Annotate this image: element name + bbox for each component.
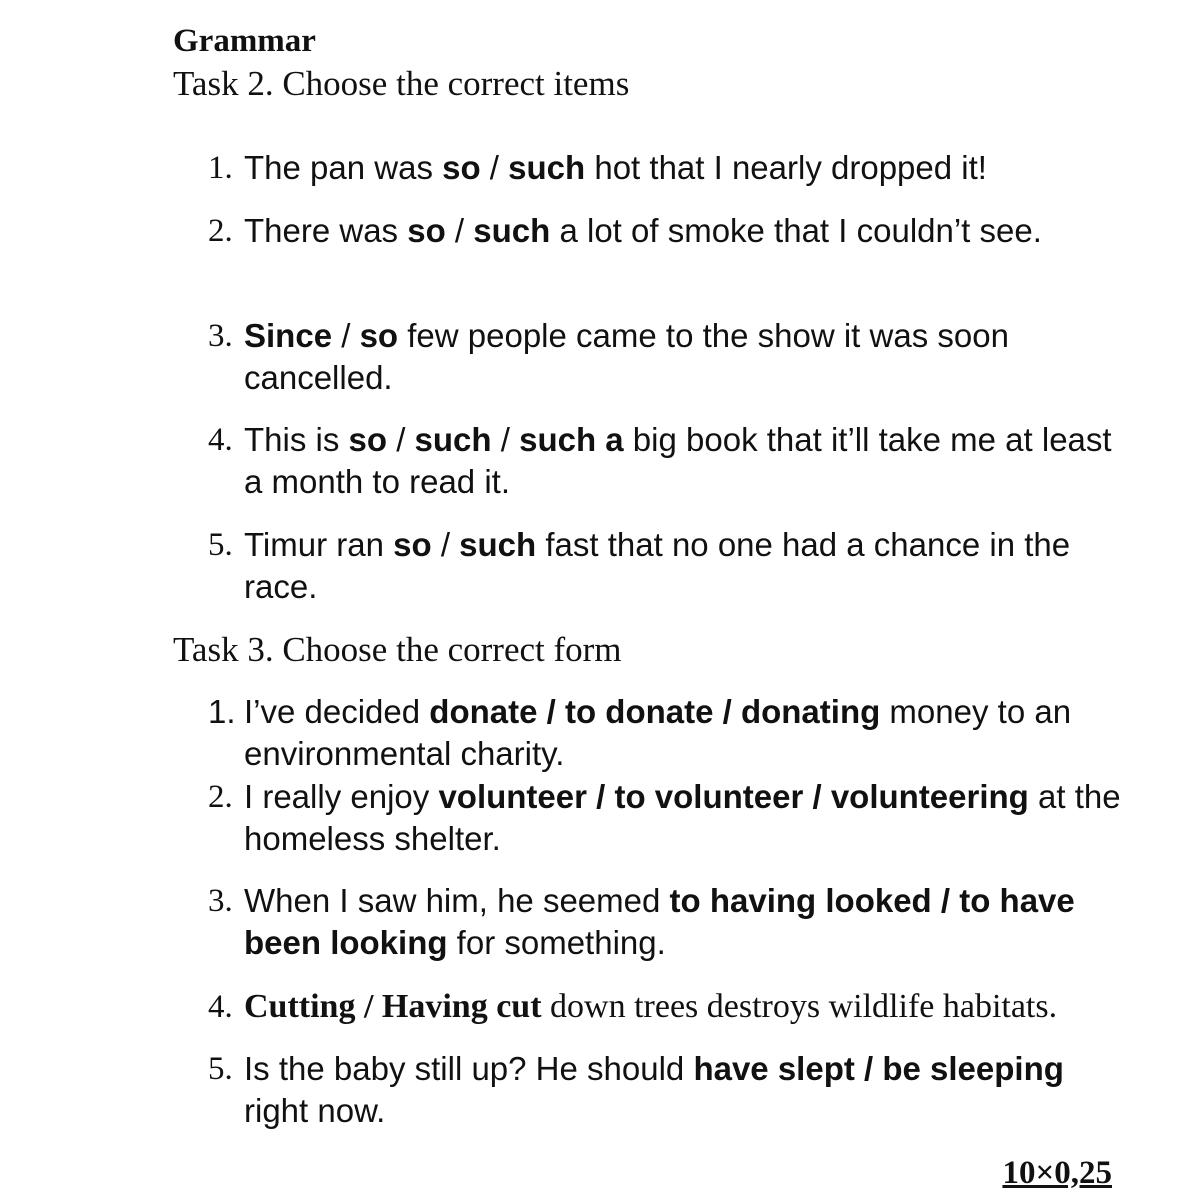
task3-item-4-text [244,986,1128,1028]
task2-item-4 [208,419,1128,503]
option-word: so [348,421,388,458]
task2-item-5 [208,524,1128,608]
task3-item-5-text [244,1048,1128,1132]
option-word: such [459,526,537,563]
task3-item-2-number: 2. [208,779,233,815]
option-word: to having looked / to have been looking [244,882,1075,961]
task3-item-1-number: 1. [208,693,236,730]
task2-title: Task 2. Choose the correct items [173,64,630,103]
sentence-text: / [445,212,474,249]
task3-item-5-number: 5. [208,1051,233,1087]
sentence-text: fast that no one had a chance in the race. [244,526,1071,605]
sentence-text: I’ve decided [244,693,430,730]
task2-item-1-text [244,147,1128,189]
task2-item-5-number: 5. [208,527,233,563]
task2-item-3-number: 3. [208,318,233,354]
sentence-text: few people came to the show it was soon cancelled. [244,317,1009,396]
task3-item-3 [208,880,1128,964]
task3-item-2-text [244,776,1128,860]
option-word: volunteer / to volunteer / volunteering [438,778,1029,815]
sentence-text: / [387,421,415,458]
option-word: so [407,212,446,249]
option-word: such [508,149,586,186]
option-word: Since [244,317,333,354]
sentence-text: money to an environmental charity. [244,693,1072,772]
sentence-text: right now. [244,1092,386,1129]
sentence-text: for something. [447,924,666,961]
sentence-text: / [480,149,509,186]
task2-item-2 [208,210,1128,252]
option-word: donate / to donate / donating [429,693,881,730]
sentence-text: hot that I nearly dropped it! [585,149,987,186]
option-word: such [473,212,551,249]
sentence-text: / [332,317,360,354]
sentence-text: big book that it’ll take me at least a month to read it. [244,421,1112,500]
option-word: so [442,149,481,186]
task2-item-5-text [244,524,1128,608]
sentence-text: When I saw him, he seemed [244,882,670,919]
sentence-text: This is [244,421,349,458]
task3-item-4-number: 4. [208,989,233,1025]
sentence-text: a lot of smoke that I couldn’t see. [550,212,1042,249]
task2-item-2-number: 2. [208,213,233,249]
sentence-text: / [491,421,520,458]
option-word: such a [519,421,624,458]
task3-title: Task 3. Choose the correct form [173,630,622,669]
task2-item-4-text [244,419,1128,503]
sentence-text: / [431,526,460,563]
sentence-text: There was [244,212,408,249]
section-heading: Grammar [173,23,316,59]
task2-item-1 [208,147,1128,189]
sentence-text: The pan was [244,149,443,186]
option-word: so [359,317,399,354]
task2-item-1-number: 1. [208,150,233,186]
task3-item-4 [208,986,1128,1028]
task3-item-3-text [244,880,1128,964]
task3-item-5 [208,1048,1128,1132]
option-word: such [414,421,492,458]
task2-item-3-text [244,315,1128,399]
task2-item-3 [208,315,1128,399]
sentence-text: I really enjoy [244,778,439,815]
task3-item-1-text [244,691,1128,775]
option-word: so [393,526,432,563]
task3-item-3-number: 3. [208,883,233,919]
task3-item-1 [208,691,1128,775]
task3-item-2 [208,776,1128,860]
score-label: 10×0,25 [1002,1155,1112,1191]
option-word: Cutting / Having cut [244,988,542,1025]
task2-item-4-number: 4. [208,422,233,458]
sentence-text: Timur ran [244,526,394,563]
sentence-text: down trees destroys wildlife habitats. [541,988,1058,1025]
task2-item-2-text [244,210,1128,252]
sentence-text: Is the baby still up? He should [244,1050,694,1087]
sentence-text: at the homeless shelter. [244,778,1121,857]
option-word: have slept / be sleeping [693,1050,1064,1087]
